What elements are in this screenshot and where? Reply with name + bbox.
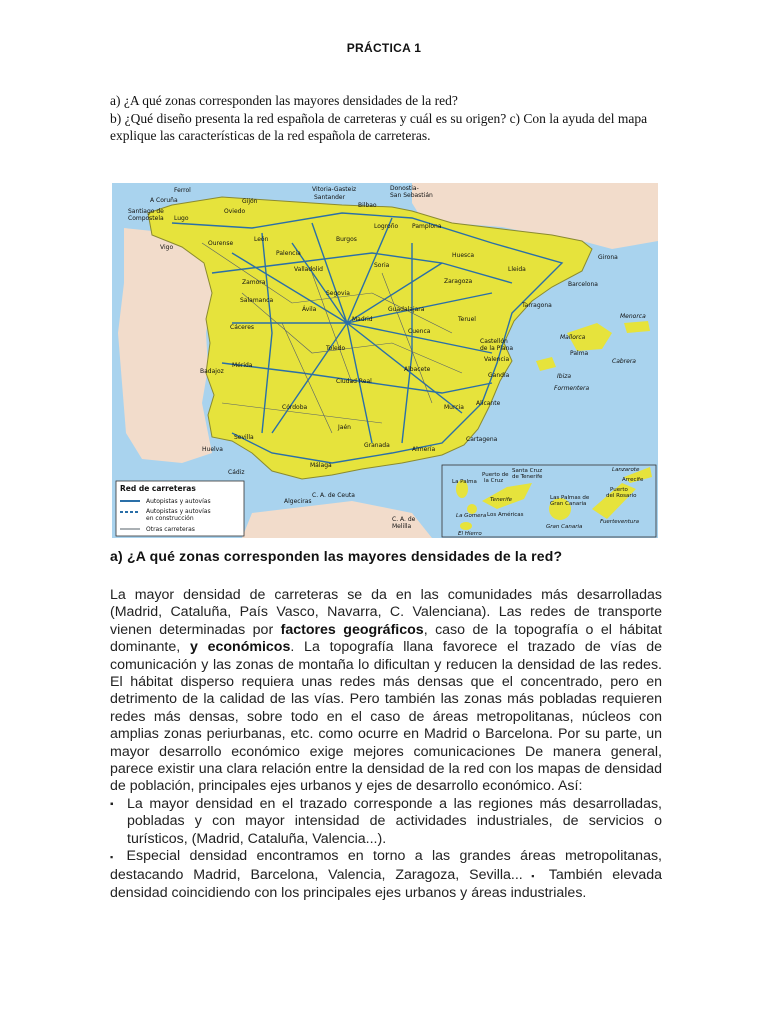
city-label: Vitoria-Gasteiz <box>312 186 357 193</box>
city-label: Santander <box>314 194 346 201</box>
page-title: PRÁCTICA 1 <box>346 41 422 55</box>
bullet-text: Especial densidad encontramos en torno a las grandes áreas metropolitanas, destacando Madrid, Barcelona, Valencia, Zaragoza, Sevilla... <box>110 848 662 883</box>
city-label: Madrid <box>352 316 373 323</box>
city-label: Albacete <box>404 366 431 373</box>
city-label: Córdoba <box>282 404 308 411</box>
city-label: Mérida <box>232 362 253 369</box>
inset-label: El Hierro <box>458 531 482 537</box>
section-heading: a) ¿A qué zonas corresponden las mayores densidades de la red? <box>110 548 563 564</box>
legend-label: Otras carreteras <box>146 526 195 533</box>
city-label: Donostia- <box>390 185 419 192</box>
city-label: Jaén <box>338 424 351 431</box>
legend-label: Autopistas y autovías <box>146 498 211 505</box>
inset-label: del Rosario <box>606 493 637 499</box>
city-label: C. A. de <box>392 516 416 523</box>
city-label: Compostela <box>128 215 164 222</box>
inset-label: de Tenerife <box>512 474 543 480</box>
paragraph-text: . La topografía llana favorece el trazado de vías de comunicación y las zonas de montaña lo dificultan y reducen la densidad de las redes. El hábitat disperso requiera unas redes más densas que el concentrado, pero en detrimento de la calidad de las vías. Pero también las zonas más pobladas requieren redes más densas, sobre todo en el caso de áreas metropolitanas, núcleos con amplias zonas periurbanas, etc. como ocurre en Madrid o Barcelona. Por su parte, un mayor desarrollo económico exige mejores comunicaciones De manera general, parece existir una clara relación entre la densidad de la red con los mapas de densidad de población, principales ejes urbanos y ejes de desarrollo económico. Así: <box>110 639 662 795</box>
bullet-paragraph <box>110 848 662 902</box>
map-legend <box>116 481 244 536</box>
city-label: Cuenca <box>408 328 431 335</box>
bullet-marker: ▪ <box>110 852 127 863</box>
spain-road-map <box>112 183 658 538</box>
legend-title: Red de carreteras <box>120 484 196 493</box>
city-label: Zamora <box>242 279 266 286</box>
city-label: Ibiza <box>557 373 572 380</box>
city-label: Castellón <box>480 338 508 345</box>
legend-label: Autopistas y autovías <box>146 508 211 515</box>
city-label: Santiago de <box>128 208 164 215</box>
answer-paragraph <box>110 587 662 796</box>
inset-label: Lanzarote <box>612 467 640 473</box>
city-label: Soria <box>374 262 390 269</box>
inset-label: Santa Cruz <box>512 468 543 474</box>
inset-label: La Gomera <box>456 513 487 519</box>
bold-term: factores geográficos <box>280 621 424 638</box>
island-el-hierro <box>460 522 472 530</box>
city-label: Salamanca <box>240 297 274 304</box>
city-label: Murcia <box>444 404 464 411</box>
city-label: C. A. de Ceuta <box>312 492 355 499</box>
city-label: Mallorca <box>560 334 586 341</box>
city-label: Ourense <box>208 240 234 247</box>
question-b-c: b) ¿Qué diseño presenta la red española de carreteras y cuál es su origen? c) Con la ayuda del mapa explique las características de la red española de carreteras. <box>110 110 648 143</box>
city-label: Málaga <box>310 462 332 469</box>
inset-label: Puerto <box>610 487 628 493</box>
city-label: Girona <box>598 254 618 261</box>
bold-term: y económicos <box>189 639 291 656</box>
question-a: a) ¿A qué zonas corresponden las mayores densidades de la red? <box>110 93 458 108</box>
inset-label: Arrecife <box>622 477 644 483</box>
inset-label: Fuerteventura <box>600 519 640 525</box>
city-label: Cartagena <box>466 436 498 443</box>
questions <box>110 92 660 145</box>
city-label: Teruel <box>458 316 476 323</box>
city-label: Valladolid <box>294 266 323 273</box>
city-label: Melilla <box>392 523 412 530</box>
inset-label: Puerto de <box>482 472 509 478</box>
city-label: A Coruña <box>150 197 178 204</box>
city-label: Vigo <box>160 244 174 251</box>
bullet-text: También elevada densidad coincidiendo con los principales ejes urbanos y áreas industriales. <box>110 866 662 901</box>
bullet-marker: ▪ <box>522 870 549 881</box>
city-label: Alicante <box>476 400 501 407</box>
paragraph-text: La mayor densidad de carreteras se da en las comunidades más desarrolladas (Madrid, Cataluña, País Vasco, Navarra, C. Valenciana). Las redes de transporte vienen determinadas por <box>110 587 662 638</box>
portugal-land <box>118 228 212 463</box>
city-label: Toledo <box>326 345 346 352</box>
city-label: Badajoz <box>200 368 224 375</box>
city-label: Pamplona <box>412 223 442 230</box>
city-label: Ciudad Real <box>336 378 372 385</box>
city-label: Lugo <box>174 215 189 222</box>
bullet-marker: ▪ <box>110 798 114 810</box>
city-label: Segovia <box>326 290 350 297</box>
menorca-land <box>624 321 650 333</box>
city-label: Ferrol <box>174 187 191 194</box>
city-label: Lleida <box>508 266 526 273</box>
city-label: Bilbao <box>358 202 377 209</box>
city-label: Gijón <box>242 198 258 205</box>
city-label: Valencia <box>484 356 510 363</box>
city-label: Cabrera <box>612 358 636 365</box>
city-label: Cádiz <box>228 469 245 476</box>
city-label: Sevilla <box>234 434 254 441</box>
inset-label: Gran Canaria <box>550 501 587 507</box>
paragraph-text: , caso de la topografía o el hábitat dominante, <box>110 621 662 656</box>
city-label: Oviedo <box>224 208 246 215</box>
city-label: Tarragona <box>522 302 552 309</box>
city-label: Menorca <box>620 313 646 320</box>
answer-body <box>110 587 662 902</box>
inset-label: Gran Canaria <box>546 524 583 530</box>
city-label: Formentera <box>554 385 590 392</box>
city-label: León <box>254 236 269 243</box>
inset-label: Tenerife <box>490 497 513 503</box>
city-label: Guadalajara <box>388 306 425 313</box>
inset-label: La Palma <box>452 479 477 485</box>
city-label: Burgos <box>336 236 357 243</box>
city-label: Palencia <box>276 250 301 257</box>
legend-label: en construcción <box>146 515 194 522</box>
city-label: Zaragoza <box>444 278 473 285</box>
bullet-item <box>110 796 662 848</box>
city-label: Algeciras <box>284 498 312 505</box>
inset-label: Las Palmas de <box>550 495 590 501</box>
city-label: Granada <box>364 442 390 449</box>
city-label: Gandía <box>488 372 510 379</box>
city-label: San Sebastián <box>390 192 433 199</box>
inset-label: Los Américas <box>487 512 524 518</box>
bullet-text: La mayor densidad en el trazado corresponde a las regiones más desarrolladas, pobladas y con mayor intensidad de actividades industriales, de servicios o turísticos, (Madrid, Cataluña, Valencia...). <box>127 795 662 847</box>
city-label: Palma <box>570 350 589 357</box>
city-label: Cáceres <box>230 324 255 331</box>
city-label: Huelva <box>202 446 223 453</box>
city-label: Barcelona <box>568 281 598 288</box>
canary-islands-inset <box>442 465 656 537</box>
inset-label: la Cruz <box>484 478 504 484</box>
city-label: Almería <box>412 446 436 453</box>
city-label: Logroño <box>374 223 399 230</box>
city-label: de la Plana <box>480 345 514 352</box>
city-label: Ávila <box>302 306 317 313</box>
city-label: Huesca <box>452 252 475 259</box>
